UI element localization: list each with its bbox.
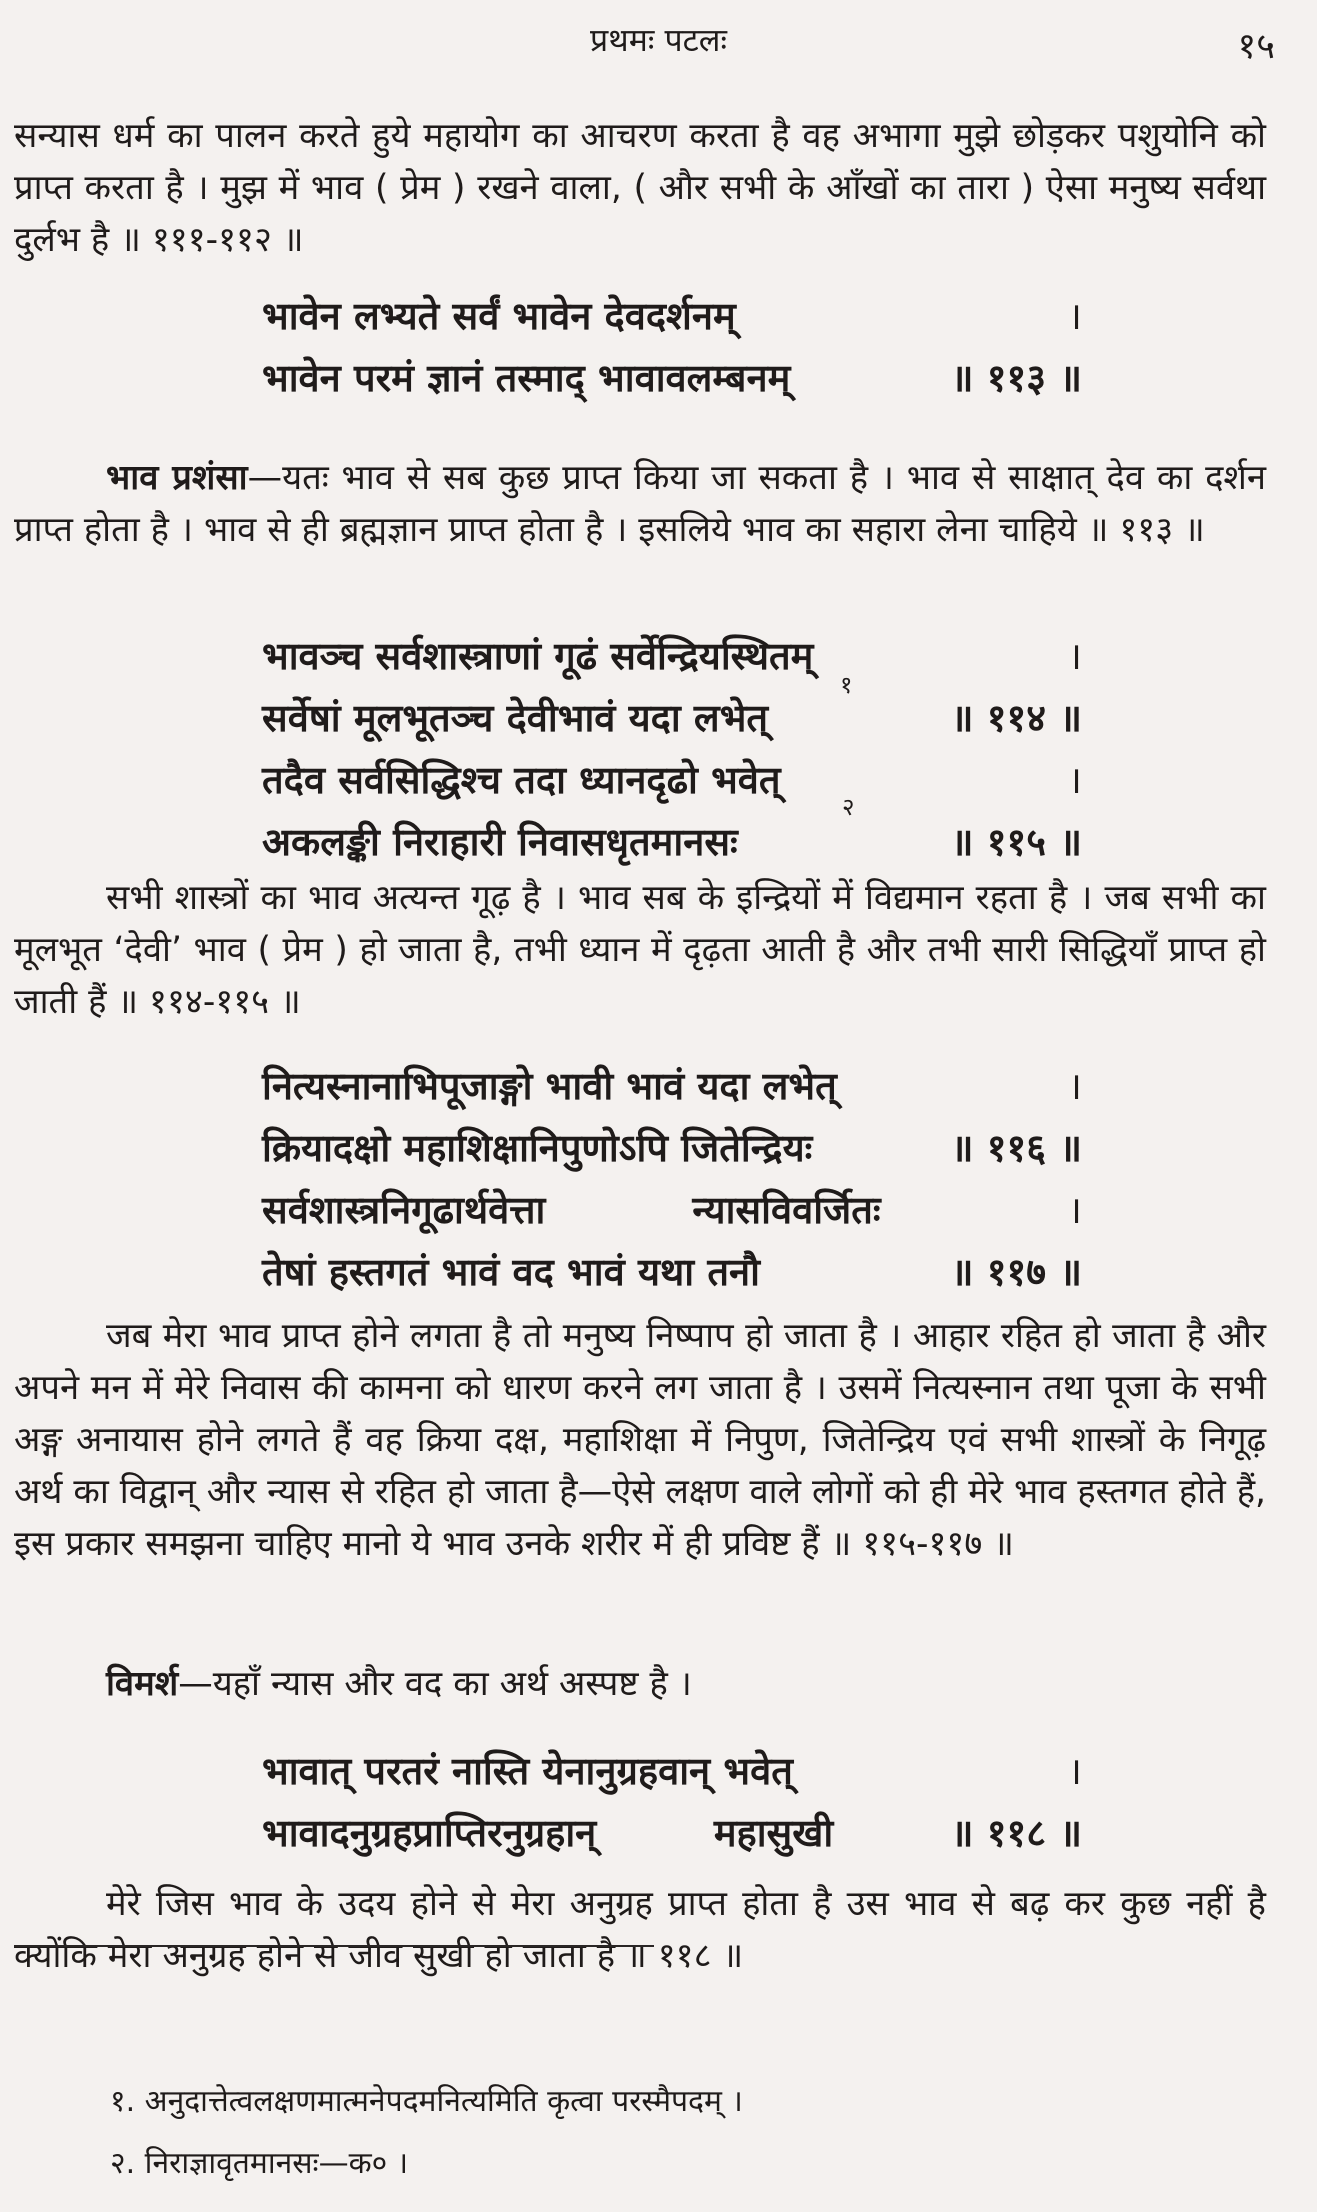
verse-text: अकलङ्की निराहारी निवासधृतमानसः bbox=[262, 820, 738, 864]
verse-text: महासुखी bbox=[713, 1811, 834, 1855]
verse-line bbox=[262, 290, 1082, 352]
paragraph-text: जब मेरा भाव प्राप्त होने लगता है तो मनुष्य निष्पाप हो जाता है । आहार रहित हो जाता है और अपने मन में मेरे निवास की कामना को धारण करने लग जाता है । उसमें नित्यस्नान तथा पूजा के सभी अङ्ग अनायास होने लगते हैं वह क्रिया दक्ष, महाशिक्षा में निपुण, जितेन्द्रिय एवं सभी शास्त्रों के निगूढ़ अर्थ का विद्वान् और न्यास से रहित हो जाता है—ऐसे लक्षण वाले लोगों को ही मेरे भाव हस्तगत होते हैं, इस प्रकार समझना चाहिए मानो ये भाव उनके शरीर में ही प्रविष्ट हैं ॥ ११५-११७ ॥ bbox=[14, 1316, 1266, 1564]
verse-number: ॥ ११६ ॥ bbox=[950, 1126, 1082, 1170]
footnote-1: १. अनुदात्तेत्वलक्षणमात्मनेपदमनित्यमिति कृत्वा परस्मैपदम् । bbox=[110, 2084, 743, 2119]
verse-line bbox=[262, 630, 1082, 692]
verse-text: नित्यस्नानाभिपूजाङ्गो भावी भावं यदा लभेत् bbox=[262, 1064, 837, 1108]
verse-text: तेषां हस्तगतं भावं वद भावं यथा तनौ bbox=[262, 1250, 760, 1294]
verse-line bbox=[262, 692, 1082, 754]
verse-danda: । bbox=[1067, 1064, 1082, 1108]
footnote-marker: १ bbox=[840, 671, 853, 699]
commentary-paragraph bbox=[14, 872, 1266, 1028]
paragraph-text: मेरे जिस भाव के उदय होने से मेरा अनुग्रह प्राप्त होता है उस भाव से बढ़ कर कुछ नहीं है क्योंकि मेरा अनुग्रह होने से जीव सुखी हो जाता है ॥ ११८ ॥ bbox=[14, 1884, 1266, 1976]
verse-block-114-115 bbox=[262, 630, 1082, 878]
running-header: प्रथमः पटलः bbox=[590, 21, 727, 59]
verse-line bbox=[262, 352, 1082, 414]
verse-text: भावञ्च सर्वशास्त्राणां गूढं सर्वेन्द्रियस्थितम् bbox=[262, 634, 814, 678]
verse-text: न्यासविवर्जितः bbox=[692, 1188, 881, 1232]
verse-text: भावेन परमं ज्ञानं तस्माद् भावावलम्बनम् bbox=[262, 356, 791, 400]
commentary-paragraph bbox=[14, 452, 1266, 556]
verse-line bbox=[262, 1060, 1082, 1122]
verse-danda: । bbox=[1067, 758, 1082, 802]
verse-text: क्रियादक्षो महाशिक्षानिपुणोऽपि जितेन्द्रियः bbox=[262, 1126, 813, 1170]
verse-danda: । bbox=[1067, 1749, 1082, 1793]
paragraph-text: सन्यास धर्म का पालन करते हुये महायोग का आचरण करता है वह अभागा मुझे छोड़कर पशुयोनि को प्राप्त करता है । मुझ में भाव ( प्रेम ) रखने वाला, ( और सभी के आँखों का तारा ) ऐसा मनुष्य सर्वथा दुर्लभ है ॥ १११-११२ ॥ bbox=[14, 116, 1266, 260]
verse-line bbox=[262, 1184, 1082, 1246]
commentary-paragraph bbox=[14, 110, 1266, 266]
verse-line bbox=[262, 1745, 1082, 1807]
verse-number: ॥ ११५ ॥ bbox=[950, 820, 1082, 864]
commentary-paragraph bbox=[14, 1310, 1266, 1570]
verse-text: तदैव सर्वसिद्धिश्च तदा ध्यानदृढो भवेत् bbox=[262, 758, 781, 802]
paragraph-text: —यहाँ न्यास और वद का अर्थ अस्पष्ट है । bbox=[178, 1664, 692, 1704]
verse-text: भावादनुग्रहप्राप्तिरनुग्रहान् bbox=[262, 1811, 597, 1855]
verse-line bbox=[262, 1122, 1082, 1184]
verse-number: ॥ ११३ ॥ bbox=[950, 356, 1082, 400]
verse-number: ॥ ११८ ॥ bbox=[950, 1811, 1082, 1855]
verse-number: ॥ ११४ ॥ bbox=[950, 696, 1082, 740]
footnote-2: २. निराज्ञावृतमानसः—क० । bbox=[110, 2146, 409, 2181]
verse-block-118 bbox=[262, 1745, 1082, 1869]
verse-text: भावात् परतरं नास्ति येनानुग्रहवान् भवेत् bbox=[262, 1749, 793, 1793]
section-label: विमर्श bbox=[106, 1664, 179, 1704]
verse-line bbox=[262, 754, 1082, 816]
verse-danda: । bbox=[1067, 294, 1082, 338]
verse-text: सर्वेषां मूलभूतञ्च देवीभावं यदा लभेत् bbox=[262, 696, 769, 740]
commentary-paragraph bbox=[14, 1658, 1266, 1710]
verse-line bbox=[262, 1807, 1082, 1869]
verse-block-113 bbox=[262, 290, 1082, 414]
footnote-marker: २ bbox=[842, 793, 855, 821]
verse-text: सर्वशास्त्रनिगूढार्थवेत्ता bbox=[262, 1188, 546, 1232]
verse-text: भावेन लभ्यते सर्वं भावेन देवदर्शनम् bbox=[262, 294, 736, 338]
page-number: १५ bbox=[1237, 26, 1275, 67]
verse-danda: । bbox=[1067, 1188, 1082, 1232]
footnote-divider bbox=[14, 1945, 654, 1947]
paragraph-text: सभी शास्त्रों का भाव अत्यन्त गूढ़ है । भाव सब के इन्द्रियों में विद्यमान रहता है । जब सभी का मूलभूत ‘देवी’ भाव ( प्रेम ) हो जाता है, तभी ध्यान में दृढ़ता आती है और तभी सारी सिद्धियाँ प्राप्त हो जाती हैं ॥ ११४-११५ ॥ bbox=[14, 878, 1266, 1022]
paragraph-text: —यतः भाव से सब कुछ प्राप्त किया जा सकता है । भाव से साक्षात् देव का दर्शन प्राप्त होता है । भाव से ही ब्रह्मज्ञान प्राप्त होता है । इसलिये भाव का सहारा लेना चाहिये ॥ ११३ ॥ bbox=[14, 458, 1267, 550]
verse-line bbox=[262, 816, 1082, 878]
verse-danda: । bbox=[1067, 634, 1082, 678]
verse-number: ॥ ११७ ॥ bbox=[950, 1250, 1082, 1294]
commentary-paragraph bbox=[14, 1878, 1266, 1982]
section-label: भाव प्रशंसा bbox=[106, 458, 248, 498]
verse-block-116-117 bbox=[262, 1060, 1082, 1308]
verse-line bbox=[262, 1246, 1082, 1308]
